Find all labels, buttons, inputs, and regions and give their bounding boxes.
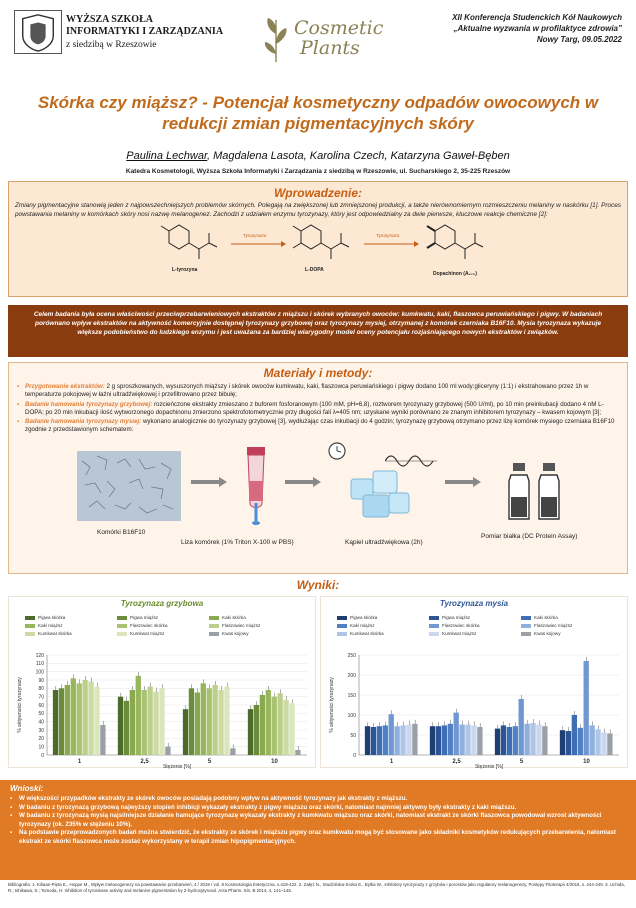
conclusion-item: ▪ Na podstawie przeprowadzonych badań można stwierdzić, że ekstrakty ze skórek i miąższu pigwy oraz kumkwatu mogą być stosowane jako składniki kosmetyków redukujących przebarwienia, natomiast ekstrakt ze skórki flaszowca może zostać wykorzystany w terapii zmian hipopigmentacyjnych. <box>10 829 626 846</box>
bar <box>501 725 506 755</box>
cells-micrograph <box>77 451 181 521</box>
bar <box>136 676 141 755</box>
poster-title: Skórka czy miąższ? - Potencjał kosmetyczny odpadów owocowych w redukcji zmian pigmentacyjnych skóry <box>37 93 599 133</box>
bar <box>436 726 441 755</box>
y-tick-label: 20 <box>38 736 44 743</box>
introduction-title: Wprowadzenie: <box>273 186 362 200</box>
first-author: Paulina Lechwar <box>126 150 208 162</box>
affiliation: Katedra Kosmetologii, Wyższa Szkoła Informatyki i Zarządzania z siedzibą w Rzeszowie, ul. Sucharskiego 2, 35-225 Rzeszów <box>125 168 511 175</box>
bar <box>59 688 64 755</box>
bar <box>601 733 606 755</box>
conclusion-item: ▪ W badaniu z tyrozynazą mysią najsilniejsze działanie hamujące tyrozynazę wykazały ekstrakty z kumkwatu miąższu oraz skórki, natomiast ekstrakt ze skórki flaszowca powodował wzrost aktywności tyrozynazy (ok. 235% w stężeniu 10%). <box>10 812 626 829</box>
legend-label: Kumkwat skórka <box>38 631 72 636</box>
other-authors: , Magdalena Lasota, Karolina Czech, Katarzyna Gaweł-Bęben <box>207 150 510 162</box>
methods-item: ▪ Badanie hamowania tyrozynazy mysiej: wykonano analogicznie do tyrozynazy grzybowej [3], wydłużając czas inkubacji do 4 godzin; tyrozynazę grzybową otrzymano przez lizę komórek mysiego czerniaka B16F10 zgodnie z przedstawionym schematem: <box>17 418 619 435</box>
y-tick-label: 80 <box>38 686 44 693</box>
authors <box>0 150 636 162</box>
x-axis-label: Stężenie [%] <box>162 764 192 769</box>
bar <box>389 714 394 755</box>
bar <box>248 709 253 755</box>
bar <box>82 680 87 755</box>
methods-item: ▪ Przygotowanie ekstraktów: 2 g sproszkowanych, wysuszonych miąższy i skórek owoców kumkwatu, kaki, flaszowca peruwiańskiego i pigwy dodano 100 ml wody:gliceryny (1:1) i ekstrahowano przez 1h w temperaturze pokojowej w łaźni ultradźwiękowej i przefiltrowano przez bibułę; <box>17 383 619 400</box>
x-tick-label: 5 <box>207 759 212 765</box>
legend-label: Kwas kojowy <box>222 631 249 636</box>
legend-label: Flaszowiec skórka <box>130 623 168 628</box>
legend-label: Kaki skórka <box>534 615 558 620</box>
sample-bottles-icon <box>505 459 565 525</box>
bar <box>260 695 265 755</box>
y-tick-label: 10 <box>38 744 44 751</box>
bar <box>100 725 105 755</box>
test-tube-icon <box>235 441 277 527</box>
legend-label: Pigwa skórka <box>350 615 378 620</box>
bar <box>53 690 58 755</box>
bar <box>165 747 170 755</box>
enzyme-label: Tyrozynaza <box>243 233 267 238</box>
bar <box>189 688 194 755</box>
bar <box>218 690 223 755</box>
y-tick-label: 100 <box>347 712 356 719</box>
y-tick-label: 200 <box>347 672 356 679</box>
bar <box>201 683 206 755</box>
y-tick-label: 50 <box>38 711 44 718</box>
aim-box: Celem badania była ocena właściwości przeciwprzebarwieniowych ekstraktów z miąższu i skórek wybranych owoców: kumkwatu, kaki, flaszowca peruwiańskiego i pigwy. W badaniach porównano wpływ ekstraktów na aktywność komercyjnie dostępnej tyrozynazy grzybowej oraz tyrozynazy mysiej, otrzymanej z komórek czerniaka B16F10. Mysia tyrozynaza wykazuje większe podobieństwo do ludzkiego enzymu i jest uważana za bardziej wiarygodny model oceny potencjału rozjaśniającego nowych ekstraktów i związków. <box>8 305 628 357</box>
bar <box>371 727 376 755</box>
x-tick-label: 5 <box>519 759 524 765</box>
bar <box>266 690 271 755</box>
legend-label: Pigwa miąższ <box>442 615 471 620</box>
x-tick-label: 2,5 <box>452 759 461 765</box>
y-tick-label: 60 <box>38 702 44 709</box>
y-axis-label: % aktywności tyrozynazy <box>329 677 335 733</box>
bar <box>130 690 135 755</box>
bar <box>524 724 529 755</box>
bar <box>159 688 164 755</box>
bar <box>442 725 447 755</box>
bar <box>195 693 200 756</box>
bar <box>519 699 524 755</box>
y-tick-label: 0 <box>353 752 356 759</box>
bar <box>124 701 129 755</box>
bar <box>448 724 453 755</box>
bar <box>607 733 612 755</box>
chart-title: Tyrozynaza mysia <box>439 599 509 608</box>
bar <box>254 705 259 755</box>
bar <box>94 687 99 755</box>
bar <box>71 678 76 755</box>
conclusions-list <box>10 795 626 847</box>
bar <box>283 700 288 755</box>
bar <box>578 728 583 755</box>
conclusion-item: ▪ W badaniu z tyrozynazą grzybową najwyższy stopień inhibicji wykazały ekstrakty z pigwy miąższu oraz skórki, natomiast najmniej aktywny były ekstrakty z kaki miąższu. <box>10 804 626 813</box>
molecule-label: L-tyrozyna <box>172 267 198 273</box>
bar <box>289 703 294 755</box>
x-tick-label: 2,5 <box>140 759 149 765</box>
bar <box>295 750 300 755</box>
bar <box>454 713 459 755</box>
bar <box>459 725 464 755</box>
bar <box>412 724 417 755</box>
legend-label: Kaki skórka <box>222 615 246 620</box>
reaction-scheme <box>9 221 627 279</box>
reaction-arrow <box>231 239 286 249</box>
chart-mouse-tyrosinase <box>320 596 628 768</box>
bar <box>394 726 399 755</box>
university-subtitle: z siedzibą w Rzeszowie <box>66 40 157 50</box>
methods-section <box>8 362 628 574</box>
bar <box>118 697 123 755</box>
bar <box>365 726 370 755</box>
bar <box>406 725 411 755</box>
results-title: Wyniki: <box>296 578 340 592</box>
conclusions-title: Wnioski: <box>10 784 44 793</box>
y-tick-label: 50 <box>350 732 356 739</box>
y-tick-label: 40 <box>38 719 44 726</box>
methods-title: Materiały i metody: <box>263 366 373 380</box>
y-tick-label: 250 <box>347 652 356 659</box>
bar <box>536 725 541 755</box>
legend-label: Kwas kojowy <box>534 631 561 636</box>
y-tick-label: 0 <box>41 752 44 759</box>
bar <box>65 685 70 755</box>
y-tick-label: 150 <box>347 692 356 699</box>
chart-title: Tyrozynaza grzybowa <box>120 599 204 608</box>
legend-label: Pigwa miąższ <box>130 615 159 620</box>
lysis-scheme <box>9 441 627 559</box>
y-tick-label: 110 <box>36 661 44 668</box>
bar-chart <box>321 597 629 769</box>
conclusion-item: ▪ W większości przypadków ekstrakty ze skórek owoców posiadają podobny wpływ na aktywność tyrozynazy jak ekstrakty z miąższu. <box>10 795 626 804</box>
scheme-label: Komórki B16F10 <box>97 528 146 536</box>
y-tick-label: 90 <box>38 677 44 684</box>
bar <box>430 726 435 755</box>
bar <box>207 688 212 755</box>
bar <box>183 709 188 755</box>
bar <box>513 726 518 755</box>
bar <box>560 730 565 755</box>
bar <box>595 729 600 755</box>
legend-label: Flaszowiec miąższ <box>222 623 261 628</box>
legend-label: Kumkwat miąższ <box>442 631 477 636</box>
bar <box>77 683 82 755</box>
bar <box>147 687 152 755</box>
university-logo <box>14 10 62 54</box>
clock-icon <box>327 441 347 461</box>
sine-wave-icon <box>385 451 437 471</box>
legend-label: Flaszowiec skórka <box>442 623 480 628</box>
bar <box>477 727 482 755</box>
x-tick-label: 1 <box>77 759 82 765</box>
x-tick-label: 10 <box>271 759 278 765</box>
molecule-l-tyrosine <box>159 221 219 270</box>
bar <box>495 729 500 755</box>
x-axis-label: Stężenie [%] <box>474 764 504 769</box>
enzyme-label: Tyrozynaza <box>376 233 400 238</box>
bar <box>272 697 277 755</box>
chart-fungal-tyrosinase <box>8 596 316 768</box>
scheme-label: Kąpiel ultradźwiękowa (2h) <box>345 538 423 546</box>
university-name: WYŻSZA SZKOŁA INFORMATYKI I ZARZĄDZANIA <box>66 14 224 37</box>
bar <box>465 725 470 755</box>
reaction-arrow <box>364 239 419 249</box>
bar <box>572 715 577 755</box>
conference-info: XII Konferencja Studenckich Kół Naukowych „Aktualne wyzwania w profilaktyce zdrowia” Nowy Targ, 09.05.2022 <box>452 13 622 44</box>
molecule-dopaquinone <box>425 221 485 270</box>
scheme-arrow <box>191 477 227 487</box>
legend-label: Kaki miąższ <box>38 623 63 628</box>
molecule-label: Dopachinon (A₄₇₅) <box>433 271 477 277</box>
introduction-text: Zmiany pigmentacyjne stanowią jeden z najpowszechniejszych problemów skórnych. Polegają na zwiększonej lub zmniejszonej produkcji, a także nierównomiernym rozmieszczeniu melaniny w naskórku [1]. Proces powstawania melaniny w komórkach skóry nosi nazwę melanogenez. Zachodzi z udziałem enzymu tyrozynazy, który jest odpowiedzialny za dwie pierwsze, kluczowe reakcje chemiczne [2]: <box>15 202 621 218</box>
scheme-arrow <box>285 477 321 487</box>
methods-list <box>17 383 619 435</box>
bar <box>589 725 594 755</box>
methods-item: ▪ Badanie hamowania tyrozynazy grzybowej: rozcieńczone ekstrakty zmieszano z buforem fosforanowym (100 mM, pH=6,8), roztworem tyrozynazy grzybowej (500 U/ml), po 10 min preinkubacji dodano 4 nM L-DOPA; po 20 min inkubacji ilość wytworzonego dopachinonu zmierzono spektrofotometrycznie przy długości fali λ=405 nm; uzyskane wyniki porównano ze znanym inhibitorem tyrozynazy – kwasem kojowym [3]; <box>17 401 619 418</box>
bibliography: Bibliografia: 1. Kiliaan-Pięta E., Hoppe M., Wpływ melanogenezy na powstawanie przebarwień, 4 / 2019 / vol. 8 Kosmetologia Estetyczna, s.419-422. 2. Załęż N., Studzińska-Sroka E., Bylka W., Inhibitory tyrozynazy z grzybów i porostów jako regulatory melanogenezy, Postępy Fitoterapii 4/2015, s. 244-249. 3. Uchida, R.; Ishikawa, S.; Tomoda, H. Inhibition of tyrosinase activity and melanine pigmentation by 2-hydroxytyrosol. Acta Pharm. Sin. B 2014, 4, 141–145. <box>8 882 625 893</box>
bar <box>584 661 589 755</box>
legend-label: Kumkwat miąższ <box>130 631 165 636</box>
bar <box>383 725 388 755</box>
scheme-label: Liza komórek (1% Triton X-100 w PBS) <box>181 538 294 546</box>
bar <box>230 748 235 755</box>
x-tick-label: 10 <box>583 759 590 765</box>
y-tick-label: 70 <box>38 694 44 701</box>
y-tick-label: 100 <box>35 669 44 676</box>
bar <box>153 692 158 755</box>
bar <box>377 726 382 755</box>
bar <box>88 682 93 755</box>
bar <box>142 690 147 755</box>
bar <box>471 725 476 755</box>
cosmetic-plants-wordmark: Cosmetic Plants <box>294 17 384 59</box>
bar <box>277 693 282 755</box>
y-tick-label: 30 <box>38 727 44 734</box>
bar <box>507 727 512 755</box>
molecule-l-dopa <box>291 221 351 270</box>
x-tick-label: 1 <box>389 759 394 765</box>
y-tick-label: 120 <box>35 652 44 659</box>
legend-label: Pigwa skórka <box>38 615 66 620</box>
scheme-arrow <box>445 477 481 487</box>
bar <box>542 726 547 755</box>
legend-label: Kumkwat skórka <box>350 631 384 636</box>
introduction-section <box>8 181 628 297</box>
bar <box>530 723 535 755</box>
bar <box>566 731 571 755</box>
bar <box>224 687 229 755</box>
bar <box>212 685 217 755</box>
scheme-label: Pomiar białka (DC Protein Assay) <box>481 532 578 540</box>
legend-label: Kaki miąższ <box>350 623 375 628</box>
molecule-label: L-DOPA <box>305 267 324 273</box>
legend-label: Flaszowiec miąższ <box>534 623 573 628</box>
conclusions-section <box>0 780 636 880</box>
bar <box>400 725 405 755</box>
bar-chart <box>9 597 317 769</box>
y-axis-label: % aktywności tyrozynazy <box>17 677 23 733</box>
